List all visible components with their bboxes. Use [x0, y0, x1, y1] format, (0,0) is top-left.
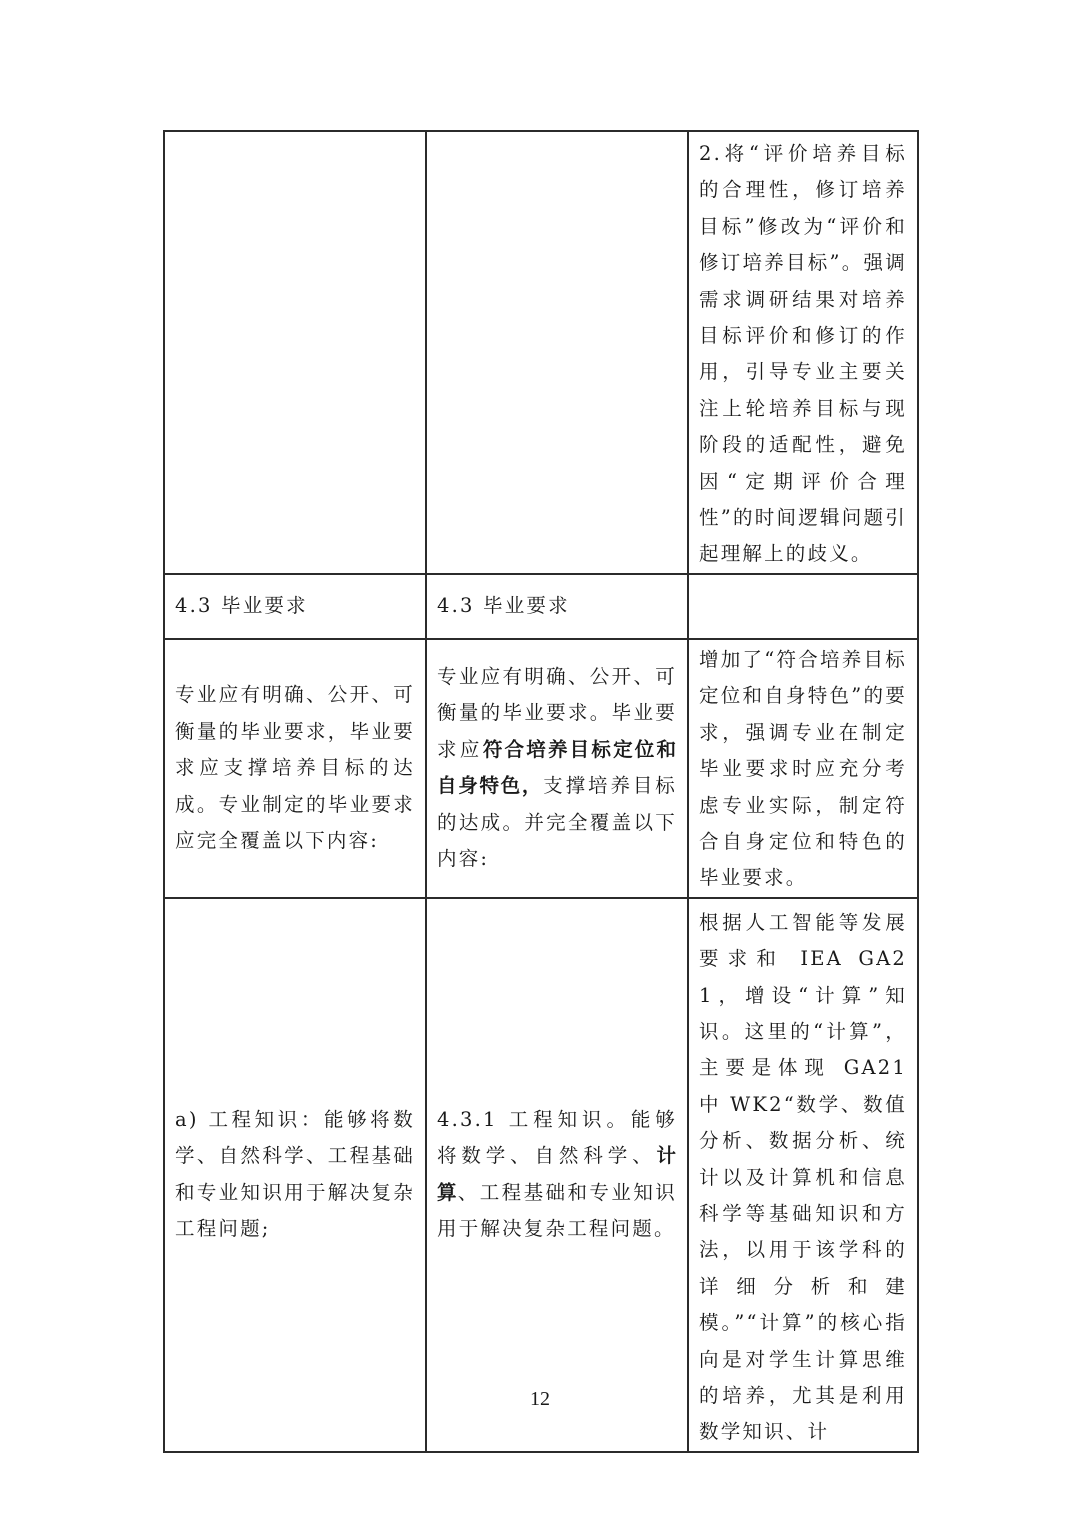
page-number: 12 [530, 1388, 550, 1410]
revised-text-emphasis: 计算 [437, 1144, 677, 1204]
table-row [164, 131, 918, 574]
original-clause-cell: a) 工程知识：能够将数学、自然科学、工程基础和专业知识用于解决复杂工程问题; [164, 898, 426, 1452]
revised-clause-cell [426, 898, 688, 1452]
original-section-heading: 4.3 毕业要求 [164, 574, 426, 639]
revised-text-after: 支撑培养目标的达成。并完全覆盖以下内容: [437, 774, 677, 871]
revision-note-cell: 增加了“符合培养目标定位和自身特色”的要求，强调专业在制定毕业要求时应充分考虑专业实际，制定符合自身定位和特色的毕业要求。 [688, 639, 918, 898]
table-row [164, 639, 918, 898]
revised-clause-cell [426, 639, 688, 898]
revised-text-emphasis: 符合培养目标定位和自身特色， [437, 737, 677, 798]
revision-note-cell: 根据人工智能等发展要求和 IEA GA21，增设“计算”知识。这里的“计算”，主要是体现 GA21 中 WK2“数学、数值分析、数据分析、统计以及计算机和信息科学等基础知识和方法，以用于该学科的详细分析和建模。”“计算”的核心指向是对学生计算思维的培养，尤其是利用数学知识、计 [688, 898, 918, 1452]
revised-section-heading: 4.3 毕业要求 [426, 574, 688, 639]
original-clause-cell [164, 131, 426, 574]
table-row-section-heading [164, 574, 918, 639]
revision-note-cell: 2.将“评价培养目标的合理性，修订培养目标”修改为“评价和修订培养目标”。强调需求调研结果对培养目标评价和修订的作用，引导专业主要关注上轮培养目标与现阶段的适配性，避免因“定期评价合理性”的时间逻辑问题引起理解上的歧义。 [688, 131, 918, 574]
original-clause-cell: 专业应有明确、公开、可衡量的毕业要求，毕业要求应支撑培养目标的达成。专业制定的毕业要求应完全覆盖以下内容: [164, 639, 426, 898]
comparison-table [163, 130, 919, 1453]
table-row [164, 898, 918, 1452]
revision-note-cell [688, 574, 918, 639]
revised-clause-cell [426, 131, 688, 574]
revised-text-before: 专业应有明确、公开、可衡量的毕业要求。毕业要求应 [437, 665, 677, 761]
revised-text-before: 4.3.1 工程知识。能够将数学、自然科学、 [437, 1107, 677, 1168]
revised-text-after: 、工程基础和专业知识用于解决复杂工程问题。 [437, 1180, 677, 1241]
